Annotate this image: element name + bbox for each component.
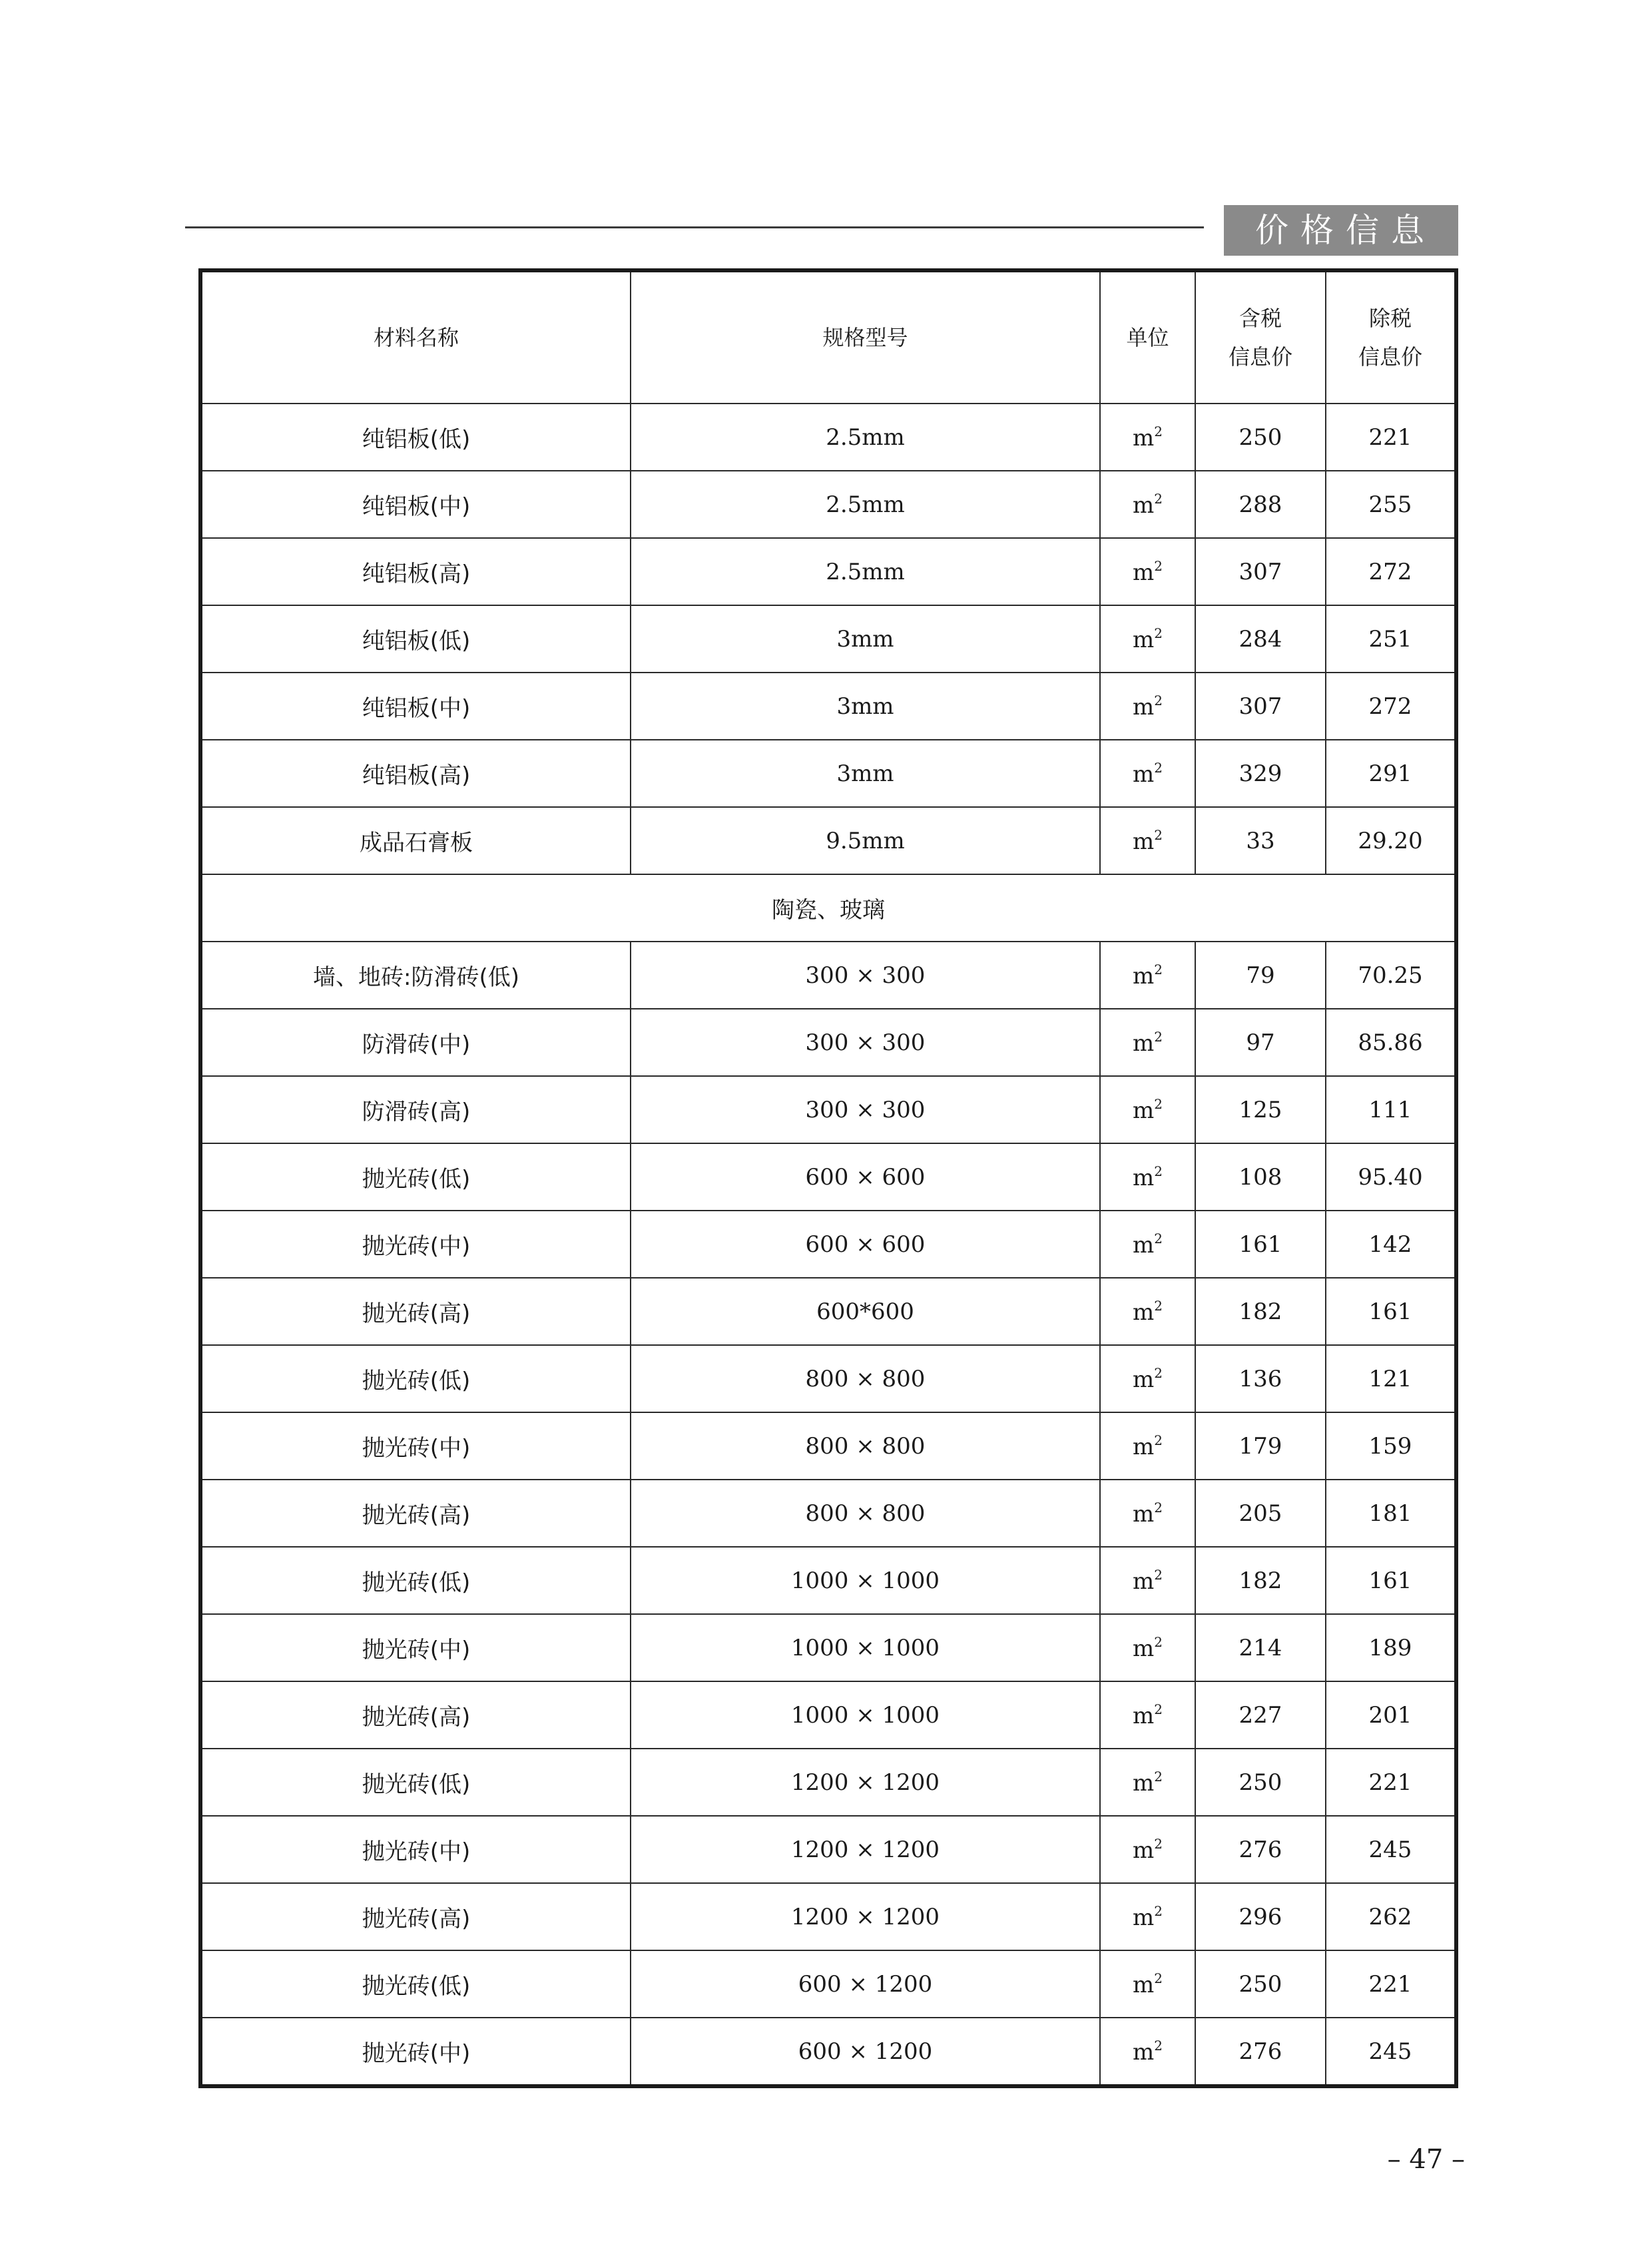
unit-superscript: 2: [1154, 1364, 1163, 1381]
cell-spec: 1200 × 1200: [631, 1816, 1100, 1883]
unit-base: m: [1133, 1298, 1155, 1326]
cell-unit: [1100, 1412, 1195, 1480]
cell-name: 抛光砖(低): [200, 1547, 631, 1614]
table-row: [200, 1480, 1456, 1547]
table-row: [200, 1950, 1456, 2018]
cell-spec: 2.5mm: [631, 538, 1100, 605]
cell-name: 纯铝板(中): [200, 673, 631, 740]
cell-spec: 600 × 1200: [631, 2018, 1100, 2086]
cell-price-notax: 245: [1326, 1816, 1456, 1883]
cell-spec: 800 × 800: [631, 1480, 1100, 1547]
table-row: [200, 673, 1456, 740]
unit-superscript: 2: [1154, 826, 1163, 843]
cell-price-notax: 189: [1326, 1614, 1456, 1681]
table-body-b: [200, 942, 1456, 2086]
table-row: [200, 740, 1456, 807]
cell-price-notax: 142: [1326, 1211, 1456, 1278]
cell-unit: [1100, 538, 1195, 605]
unit-base: m: [1133, 1567, 1155, 1595]
cell-unit: [1100, 404, 1195, 471]
table-row: [200, 2018, 1456, 2086]
cell-unit: [1100, 942, 1195, 1009]
cell-name: 抛光砖(高): [200, 1883, 631, 1950]
unit-superscript: 2: [1154, 557, 1163, 574]
table-row: [200, 942, 1456, 1009]
unit-superscript: 2: [1154, 1499, 1163, 1516]
unit-base: m: [1133, 1029, 1155, 1057]
cell-price-tax: 182: [1195, 1278, 1326, 1345]
cell-unit: [1100, 1480, 1195, 1547]
cell-unit: [1100, 1211, 1195, 1278]
unit-base: m: [1133, 1433, 1155, 1460]
header-price-tax-line1: 含税: [1239, 306, 1282, 331]
cell-price-notax: 291: [1326, 740, 1456, 807]
unit-superscript: 2: [1154, 1163, 1163, 1179]
table-row: [200, 807, 1456, 874]
cell-name: 抛光砖(中): [200, 1816, 631, 1883]
cell-name: 纯铝板(低): [200, 605, 631, 673]
cell-spec: 3mm: [631, 740, 1100, 807]
cell-price-notax: 111: [1326, 1076, 1456, 1143]
header-spec: 规格型号: [631, 270, 1100, 404]
table-row: [200, 471, 1456, 538]
cell-spec: 2.5mm: [631, 471, 1100, 538]
cell-spec: 1000 × 1000: [631, 1547, 1100, 1614]
cell-spec: 1200 × 1200: [631, 1883, 1100, 1950]
cell-price-tax: 182: [1195, 1547, 1326, 1614]
cell-price-tax: 108: [1195, 1143, 1326, 1211]
table-row: [200, 1412, 1456, 1480]
cell-price-notax: 272: [1326, 673, 1456, 740]
cell-unit: [1100, 1614, 1195, 1681]
cell-price-tax: 329: [1195, 740, 1326, 807]
cell-price-tax: 205: [1195, 1480, 1326, 1547]
cell-spec: 9.5mm: [631, 807, 1100, 874]
unit-superscript: 2: [1154, 1566, 1163, 1583]
cell-spec: 800 × 800: [631, 1412, 1100, 1480]
header-price-tax-line2: 信息价: [1228, 344, 1292, 370]
cell-name: 纯铝板(高): [200, 538, 631, 605]
cell-unit: [1100, 2018, 1195, 2086]
unit-base: m: [1133, 693, 1155, 720]
cell-unit: [1100, 673, 1195, 740]
category-label: 陶瓷、玻璃: [200, 874, 1456, 942]
table-row: [200, 1211, 1456, 1278]
unit-base: m: [1133, 962, 1155, 989]
unit-superscript: 2: [1154, 1028, 1163, 1045]
unit-base: m: [1133, 2038, 1155, 2066]
cell-price-tax: 161: [1195, 1211, 1326, 1278]
cell-unit: [1100, 1547, 1195, 1614]
cell-price-tax: 125: [1195, 1076, 1326, 1143]
table-row: [200, 1345, 1456, 1412]
unit-base: m: [1133, 1500, 1155, 1528]
unit-superscript: 2: [1154, 1970, 1163, 1986]
unit-base: m: [1133, 626, 1155, 653]
table-row: [200, 1076, 1456, 1143]
cell-price-tax: 284: [1195, 605, 1326, 673]
unit-base: m: [1133, 1702, 1155, 1729]
unit-base: m: [1133, 1904, 1155, 1931]
cell-price-notax: 221: [1326, 1749, 1456, 1816]
unit-base: m: [1133, 1164, 1155, 1191]
unit-base: m: [1133, 1836, 1155, 1864]
cell-unit: [1100, 1076, 1195, 1143]
cell-price-notax: 95.40: [1326, 1143, 1456, 1211]
cell-name: 抛光砖(低): [200, 1345, 631, 1412]
table-row: [200, 1278, 1456, 1345]
cell-price-notax: 262: [1326, 1883, 1456, 1950]
section-title: 价格信息: [1224, 205, 1458, 256]
unit-superscript: 2: [1154, 423, 1163, 439]
cell-name: 防滑砖(高): [200, 1076, 631, 1143]
unit-base: m: [1133, 1231, 1155, 1259]
cell-price-notax: 29.20: [1326, 807, 1456, 874]
cell-name: 抛光砖(中): [200, 1614, 631, 1681]
cell-spec: 2.5mm: [631, 404, 1100, 471]
cell-price-notax: 251: [1326, 605, 1456, 673]
cell-unit: [1100, 1816, 1195, 1883]
unit-superscript: 2: [1154, 1768, 1163, 1785]
cell-name: 抛光砖(低): [200, 1143, 631, 1211]
cell-price-tax: 250: [1195, 404, 1326, 471]
cell-price-tax: 227: [1195, 1681, 1326, 1749]
cell-price-tax: 288: [1195, 471, 1326, 538]
unit-base: m: [1133, 828, 1155, 855]
unit-superscript: 2: [1154, 625, 1163, 641]
cell-name: 抛光砖(低): [200, 1749, 631, 1816]
unit-superscript: 2: [1154, 1633, 1163, 1650]
cell-name: 抛光砖(低): [200, 1950, 631, 2018]
cell-price-tax: 250: [1195, 1950, 1326, 2018]
unit-superscript: 2: [1154, 759, 1163, 776]
cell-unit: [1100, 1883, 1195, 1950]
cell-spec: 600*600: [631, 1278, 1100, 1345]
cell-price-notax: 221: [1326, 1950, 1456, 2018]
table-row: [200, 1749, 1456, 1816]
cell-spec: 1200 × 1200: [631, 1749, 1100, 1816]
table-row: [200, 1681, 1456, 1749]
table-row: [200, 605, 1456, 673]
unit-base: m: [1133, 1366, 1155, 1393]
cell-price-notax: 161: [1326, 1278, 1456, 1345]
cell-unit: [1100, 807, 1195, 874]
price-table: [198, 268, 1458, 2088]
unit-superscript: 2: [1154, 490, 1163, 507]
cell-price-notax: 272: [1326, 538, 1456, 605]
cell-price-notax: 245: [1326, 2018, 1456, 2086]
cell-unit: [1100, 1345, 1195, 1412]
header-price-notax-line1: 除税: [1368, 306, 1412, 331]
cell-price-notax: 121: [1326, 1345, 1456, 1412]
cell-unit: [1100, 1278, 1195, 1345]
unit-base: m: [1133, 559, 1155, 586]
cell-price-tax: 296: [1195, 1883, 1326, 1950]
cell-name: 抛光砖(中): [200, 1211, 631, 1278]
cell-name: 纯铝板(中): [200, 471, 631, 538]
table-row: [200, 1547, 1456, 1614]
cell-name: 抛光砖(高): [200, 1278, 631, 1345]
cell-spec: 600 × 600: [631, 1143, 1100, 1211]
unit-superscript: 2: [1154, 2037, 1163, 2054]
cell-price-tax: 79: [1195, 942, 1326, 1009]
cell-price-tax: 33: [1195, 807, 1326, 874]
unit-base: m: [1133, 1635, 1155, 1662]
cell-price-notax: 201: [1326, 1681, 1456, 1749]
unit-base: m: [1133, 1971, 1155, 1998]
cell-unit: [1100, 605, 1195, 673]
cell-spec: 600 × 1200: [631, 1950, 1100, 2018]
cell-name: 墙、地砖:防滑砖(低): [200, 942, 631, 1009]
cell-name: 抛光砖(高): [200, 1480, 631, 1547]
cell-spec: 300 × 300: [631, 1009, 1100, 1076]
header-rule: [185, 226, 1204, 228]
cell-price-tax: 250: [1195, 1749, 1326, 1816]
unit-base: m: [1133, 491, 1155, 519]
cell-unit: [1100, 1009, 1195, 1076]
cell-spec: 3mm: [631, 605, 1100, 673]
cell-price-tax: 97: [1195, 1009, 1326, 1076]
cell-price-tax: 307: [1195, 538, 1326, 605]
category-row: [200, 874, 1456, 942]
unit-base: m: [1133, 424, 1155, 451]
table-row: [200, 404, 1456, 471]
table-category: [200, 874, 1456, 942]
cell-spec: 1000 × 1000: [631, 1681, 1100, 1749]
unit-superscript: 2: [1154, 1095, 1163, 1112]
unit-superscript: 2: [1154, 961, 1163, 978]
unit-superscript: 2: [1154, 1297, 1163, 1314]
unit-superscript: 2: [1154, 1835, 1163, 1852]
cell-unit: [1100, 471, 1195, 538]
cell-price-notax: 161: [1326, 1547, 1456, 1614]
cell-unit: [1100, 1681, 1195, 1749]
cell-name: 纯铝板(高): [200, 740, 631, 807]
header-price-notax: [1326, 270, 1456, 404]
table-row: [200, 1816, 1456, 1883]
cell-price-tax: 179: [1195, 1412, 1326, 1480]
unit-superscript: 2: [1154, 1432, 1163, 1448]
cell-price-tax: 214: [1195, 1614, 1326, 1681]
cell-unit: [1100, 1143, 1195, 1211]
unit-base: m: [1133, 1769, 1155, 1797]
table-row: [200, 1143, 1456, 1211]
table-header-row: [200, 270, 1456, 404]
cell-spec: 800 × 800: [631, 1345, 1100, 1412]
cell-spec: 3mm: [631, 673, 1100, 740]
cell-unit: [1100, 1749, 1195, 1816]
cell-price-tax: 276: [1195, 2018, 1326, 2086]
cell-spec: 300 × 300: [631, 1076, 1100, 1143]
cell-spec: 1000 × 1000: [631, 1614, 1100, 1681]
table-row: [200, 538, 1456, 605]
header-price-notax-line2: 信息价: [1358, 344, 1422, 370]
table-row: [200, 1883, 1456, 1950]
cell-price-tax: 307: [1195, 673, 1326, 740]
cell-unit: [1100, 1950, 1195, 2018]
unit-superscript: 2: [1154, 692, 1163, 708]
cell-price-notax: 70.25: [1326, 942, 1456, 1009]
cell-price-notax: 181: [1326, 1480, 1456, 1547]
cell-spec: 600 × 600: [631, 1211, 1100, 1278]
unit-base: m: [1133, 760, 1155, 788]
cell-name: 抛光砖(中): [200, 1412, 631, 1480]
cell-name: 纯铝板(低): [200, 404, 631, 471]
cell-price-notax: 85.86: [1326, 1009, 1456, 1076]
table-row: [200, 1009, 1456, 1076]
cell-name: 成品石膏板: [200, 807, 631, 874]
cell-unit: [1100, 740, 1195, 807]
unit-superscript: 2: [1154, 1902, 1163, 1919]
header-unit: 单位: [1100, 270, 1195, 404]
header-price-tax: [1195, 270, 1326, 404]
cell-name: 防滑砖(中): [200, 1009, 631, 1076]
cell-name: 抛光砖(高): [200, 1681, 631, 1749]
cell-price-tax: 136: [1195, 1345, 1326, 1412]
cell-price-tax: 276: [1195, 1816, 1326, 1883]
unit-superscript: 2: [1154, 1230, 1163, 1247]
cell-spec: 300 × 300: [631, 942, 1100, 1009]
table-body-a: [200, 404, 1456, 874]
page-number: – 47 –: [1387, 2144, 1465, 2175]
unit-superscript: 2: [1154, 1701, 1163, 1717]
cell-price-notax: 159: [1326, 1412, 1456, 1480]
header-name: 材料名称: [200, 270, 631, 404]
cell-name: 抛光砖(中): [200, 2018, 631, 2086]
table-row: [200, 1614, 1456, 1681]
cell-price-notax: 255: [1326, 471, 1456, 538]
unit-base: m: [1133, 1097, 1155, 1124]
cell-price-notax: 221: [1326, 404, 1456, 471]
